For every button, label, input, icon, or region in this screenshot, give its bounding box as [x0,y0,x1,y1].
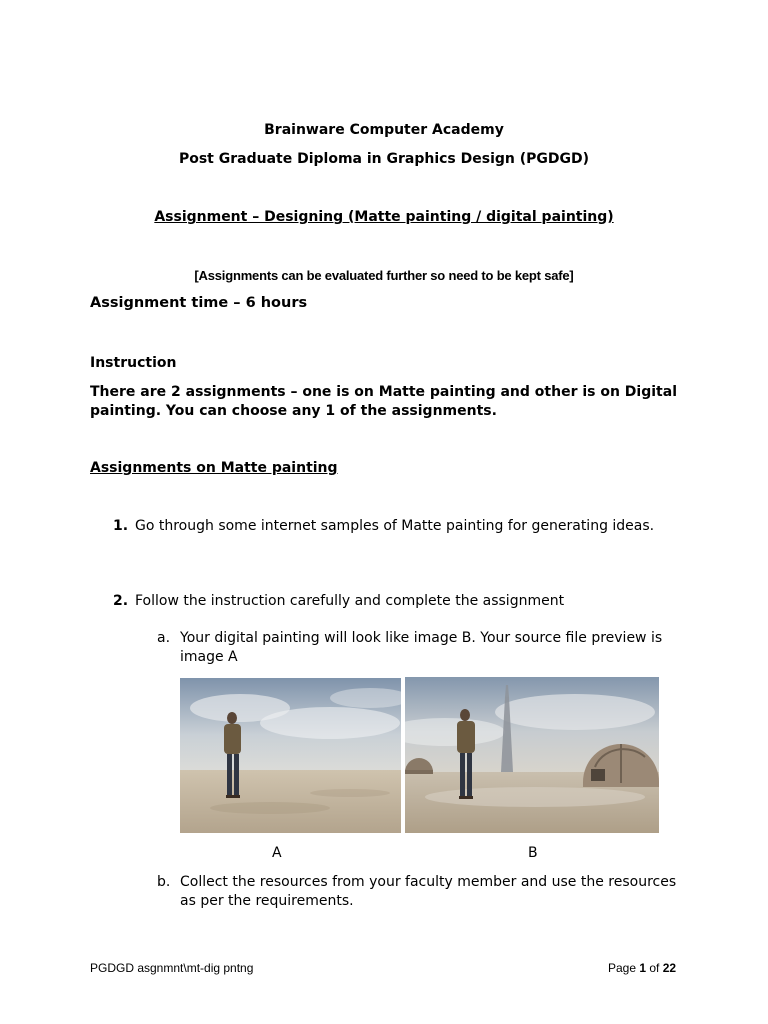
substep-a-marker: a. [157,630,171,646]
footer-doc-name: PGDGD asgnmnt\mt-dig pntng [90,961,254,975]
academy-title: Brainware Computer Academy [264,122,504,138]
section-heading: Assignments on Matte painting [90,460,338,476]
page-total: 22 [662,961,677,975]
step-2-text: Follow the instruction carefully and complete the assignment [135,593,565,609]
footer-page-number [608,961,676,975]
assignment-time: Assignment time – 6 hours [90,295,308,311]
substep-b-marker: b. [157,874,171,890]
step-1-text: Go through some internet samples of Matte painting for generating ideas. [135,518,655,534]
page-of: of [646,961,663,975]
image-b [405,677,659,833]
substep-b-line-2: as per the requirements. [180,893,354,909]
image-b-matte-painting-scene [405,677,659,833]
page-prefix: Page [608,961,640,975]
substep-b-line-1: Collect the resources from your faculty member and use the resources [180,874,677,890]
page-current: 1 [639,961,647,975]
instruction-line-2: painting. You can choose any 1 of the assignments. [90,403,497,419]
safekeeping-note: [Assignments can be evaluated further so need to be kept safe] [194,268,574,283]
substep-a-line-2: image A [180,649,238,665]
image-a [180,678,401,833]
image-a-label: A [272,845,282,861]
image-b-label: B [528,845,538,861]
assignment-title: Assignment – Designing (Matte painting / digital painting) [154,209,614,225]
instruction-heading: Instruction [90,355,177,371]
substep-a-line-1: Your digital painting will look like image B. Your source file preview is [180,630,663,646]
image-a-desert-scene [180,678,401,833]
instruction-line-1: There are 2 assignments – one is on Matte painting and other is on Digital [90,384,677,400]
step-1-number: 1. [113,518,129,534]
step-2-number: 2. [113,593,129,609]
program-title: Post Graduate Diploma in Graphics Design (PGDGD) [178,151,590,167]
